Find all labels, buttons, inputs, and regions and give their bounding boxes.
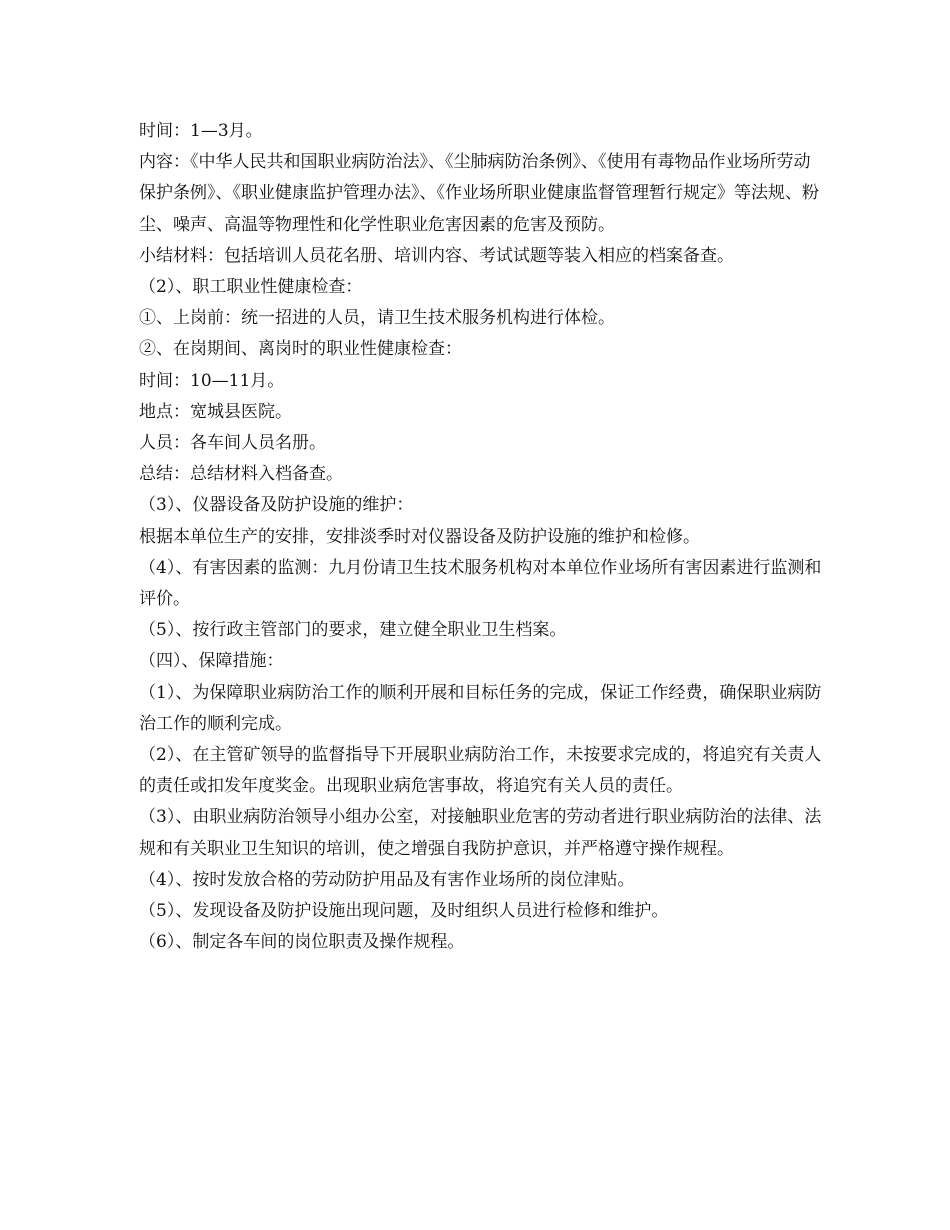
paragraph-safeguard-2: （2）、在主管矿领导的监督指导下开展职业病防治工作，未按要求完成的，将追究有关责人的责任或扣发年度奖金。出现职业病危害事故，将追究有关人员的责任。 [139,745,822,797]
paragraph-on-job: ②、在岗期间、离岗时的职业性健康检查： [139,339,462,360]
paragraph-monitoring: （4）、有害因素的监测：九月份请卫生技术服务机构对本单位作业场所有害因素进行监测和评价。 [139,557,822,610]
paragraph-safeguard-1: （1）、为保障职业病防治工作的顺利开展和目标任务的完成，保证工作经费，确保职业病防治工作的顺利完成。 [139,682,822,734]
paragraph-equipment: 根据本单位生产的安排，安排淡季时对仪器设备及防护设施的维护和检修。 [139,526,700,547]
paragraph-safeguard-4: （4）、按时发放合格的劳动防护用品及有害作业场所的岗位津贴。 [139,869,635,890]
document-body [139,116,824,958]
paragraph-personnel: 人员：各车间人员名册。 [139,433,326,454]
paragraph-pre-job: ①、上岗前：统一招进的人员，请卫生技术服务机构进行体检。 [139,308,615,329]
paragraph-archives: （5）、按行政主管部门的要求，建立健全职业卫生档案。 [139,620,567,641]
paragraph-location: 地点：宽城县医院。 [139,401,292,422]
paragraph-equipment-heading: （3）、仪器设备及防护设施的维护： [139,495,414,516]
paragraph-conclusion: 总结：总结材料入档备查。 [139,464,343,485]
paragraph-safeguard-3: （3）、由职业病防治领导小组办公室，对接触职业危害的劳动者进行职业病防治的法律、法规和有关职业卫生知识的培训，使之增强自我防护意识，并严格遵守操作规程。 [139,807,822,859]
paragraph-safeguards-heading: （四）、保障措施： [139,651,284,672]
paragraph-safeguard-6: （6）、制定各车间的岗位职责及操作规程。 [139,932,465,953]
paragraph-content: 内容：《中华人民共和国职业病防治法》、《尘肺病防治条例》、《使用有毒物品作业场所劳动保护条例》、《职业健康监护管理办法》、《作业场所职业健康监督管理暂行规定》等法规、粉尘、噪声、高温等物理性和化学性职业危害因素的危害及预防。 [139,152,819,235]
paragraph-summary-materials: 小结材料：包括培训人员花名册、培训内容、考试试题等装入相应的档案备查。 [139,245,734,266]
paragraph-safeguard-5: （5）、发现设备及防护设施出现问题，及时组织人员进行检修和维护。 [139,901,669,922]
paragraph-time-1: 时间：1—3月。 [139,121,263,141]
paragraph-time-2: 时间：10—11月。 [139,370,285,391]
paragraph-health-check-heading: （2）、职工职业性健康检查： [139,277,363,298]
